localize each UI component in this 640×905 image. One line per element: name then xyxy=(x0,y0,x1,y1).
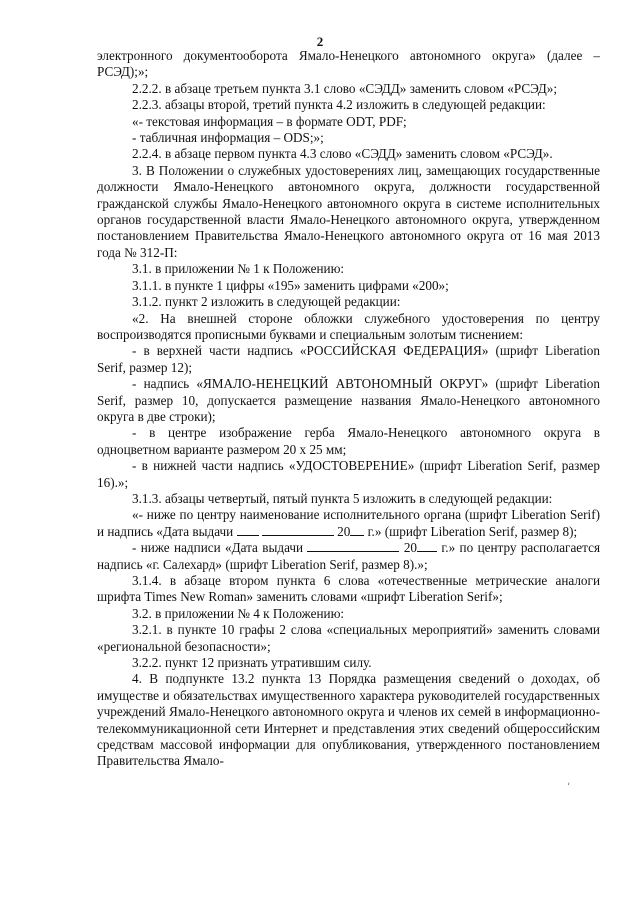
document-body xyxy=(97,48,600,770)
paragraph: - в нижней части надпись «УДОСТОВЕРЕНИЕ» (шрифт Liberation Serif, размер 16).»; xyxy=(97,458,600,490)
paragraph-text: г.» по центру располагается надпись «г. Салехард» (шрифт Liberation Serif, размер 8).»; xyxy=(97,540,601,572)
paragraph-text: «- ниже по центру наименование исполнительного органа (шрифт Liberation Serif) и надпись «Дата выдачи xyxy=(97,507,600,539)
paragraph: 3.1.3. абзацы четвертый, пятый пункта 5 изложить в следующей редакции: xyxy=(132,490,553,506)
paragraph-text: 20 xyxy=(399,540,418,556)
paragraph: 2.2.4. в абзаце первом пункта 4.3 слово «СЭДД» заменить словом «РСЭД». xyxy=(132,146,553,162)
paragraph: 3.2. в приложении № 4 к Положению: xyxy=(132,605,345,621)
scan-mark: ʻ xyxy=(567,780,571,793)
paragraph: 2.2.2. в абзаце третьем пункта 3.1 слово «СЭДД» заменить словом «РСЭД»; xyxy=(132,80,558,96)
blank-line xyxy=(307,540,399,552)
blank-line xyxy=(417,540,437,552)
paragraph-text: 20 xyxy=(333,523,351,539)
blank-line xyxy=(262,524,334,536)
paragraph: 3.1.4. в абзаце втором пункта 6 слова «отечественные метрические аналоги шрифта Times New Roman» заменить словами «шрифт Liberation Serif»; xyxy=(97,573,600,605)
paragraph-text: г.» (шрифт Liberation Serif, размер 8); xyxy=(364,523,578,539)
blank-line xyxy=(237,524,259,536)
paragraph: 3.2.2. пункт 12 признать утратившим силу. xyxy=(132,655,372,671)
place-paragraph xyxy=(97,540,600,573)
paragraph: электронного документооборота Ямало-Ненецкого автономного округа» (далее – РСЭД);»; xyxy=(97,48,600,80)
paragraph: - надпись «ЯМАЛО-НЕНЕЦКИЙ АВТОНОМНЫЙ ОКРУГ» (шрифт Liberation Serif, размер 10, допускается размещение названия Ямало-Ненецкого автономного округа в две строки); xyxy=(97,376,600,424)
paragraph: - в центре изображение герба Ямало-Ненецкого автономного округа в одноцветном варианте размером 20 х 25 мм; xyxy=(97,425,600,457)
paragraph: 3.1. в приложении № 1 к Положению: xyxy=(132,261,345,277)
paragraph: - табличная информация – ODS;»; xyxy=(132,130,324,146)
paragraph: 4. В подпункте 13.2 пункта 13 Порядка размещения сведений о доходах, об имуществе и обязательствах имущественного характера руководителей государственных учреждений Ямало-Ненецкого автономного округа и членов их семей в информационно-телекоммуникационной сети Интернет и представления этих сведений общероссийским средствам массовой информации для опубликования, утвержденного постановлением Правительства Ямало- xyxy=(97,671,600,769)
page-number: 2 xyxy=(316,34,324,49)
blank-line xyxy=(350,524,364,536)
paragraph-text: - ниже надписи «Дата выдачи xyxy=(132,540,308,556)
paragraph: «- текстовая информация – в формате ODT, PDF; xyxy=(132,113,407,129)
date-of-issue-paragraph xyxy=(97,507,600,540)
paragraph: 3. В Положении о служебных удостоверениях лиц, замещающих государственные должности Ямало-Ненецкого автономного округа, должности государственной гражданской службы Ямало-Ненецкого автономного округа в системе исполнительных органов государственной власти Ямало-Ненецкого автономного округа, утвержденном постановлением Правительства Ямало-Ненецкого автономного округа от 16 мая 2013 года № 312-П: xyxy=(97,162,600,260)
paragraph: 3.1.1. в пункте 1 цифры «195» заменить цифрами «200»; xyxy=(132,277,449,293)
paragraph: «2. На внешней стороне обложки служебного удостоверения по центру воспроизводятся прописными буквами и специальным золотым тиснением: xyxy=(97,310,600,342)
paragraph: - в верхней части надпись «РОССИЙСКАЯ ФЕДЕРАЦИЯ» (шрифт Liberation Serif, размер 12); xyxy=(97,343,600,375)
paragraph: 3.2.1. в пункте 10 графы 2 слова «специальных мероприятий» заменить словами «региональной безопасности»; xyxy=(97,622,600,654)
paragraph: 3.1.2. пункт 2 изложить в следующей редакции: xyxy=(132,294,401,310)
paragraph: 2.2.3. абзацы второй, третий пункта 4.2 изложить в следующей редакции: xyxy=(132,97,546,113)
